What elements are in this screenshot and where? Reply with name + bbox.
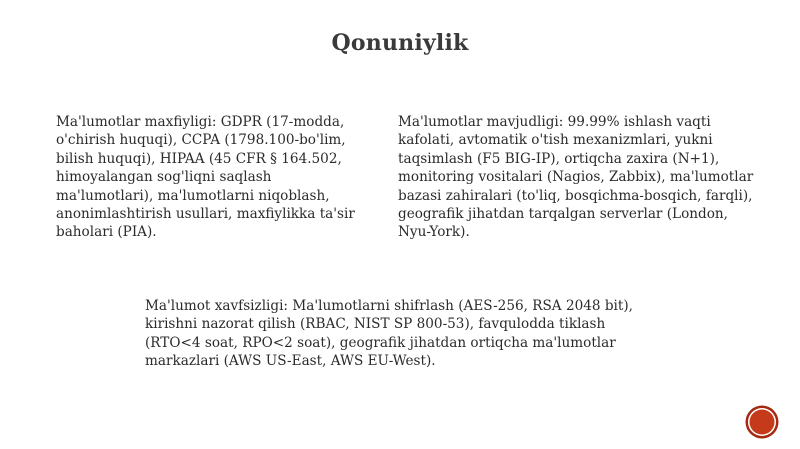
security-text-block: Ma'lumot xavfsizligi: Ma'lumotlarni shifrlash (AES-256, RSA 2048 bit), kirishni nazorat qilish (RBAC, NIST SP 800-53), favqulodda tiklash (RTO<4 soat, RPO<2 soat), geografik jihatdan ortiqcha ma'lumotlar markazlari (AWS US-East, AWS EU-West). — [145, 298, 633, 370]
next-slide-button[interactable] — [748, 408, 776, 436]
privacy-text-block: Ma'lumotlar maxfiyligi: GDPR (17-modda, o'chirish huquqi), CCPA (1798.100-bo'lim, bilish huquqi), HIPAA (45 CFR § 164.502, himoyalangan sog'liqni saqlash ma'lumotlari), ma'lumotlarni niqoblash, anonimlashtirish usullari, maxfiylikka ta'sir baholari (PIA). — [56, 114, 355, 241]
availability-text-block: Ma'lumotlar mavjudligi: 99.99% ishlash vaqti kafolati, avtomatik o'tish mexanizmlari, yukni taqsimlash (F5 BIG-IP), ortiqcha zaxira (N+1), monitoring vositalari (Nagios, Zabbix), ma'lumotlar bazasi zahiralari (to'liq, bosqichma-bosqich, farqli), geografik jihatdan tarqalgan serverlar (London, Nyu-York). — [398, 114, 754, 241]
slide-title: Qonuniylik — [331, 30, 469, 56]
